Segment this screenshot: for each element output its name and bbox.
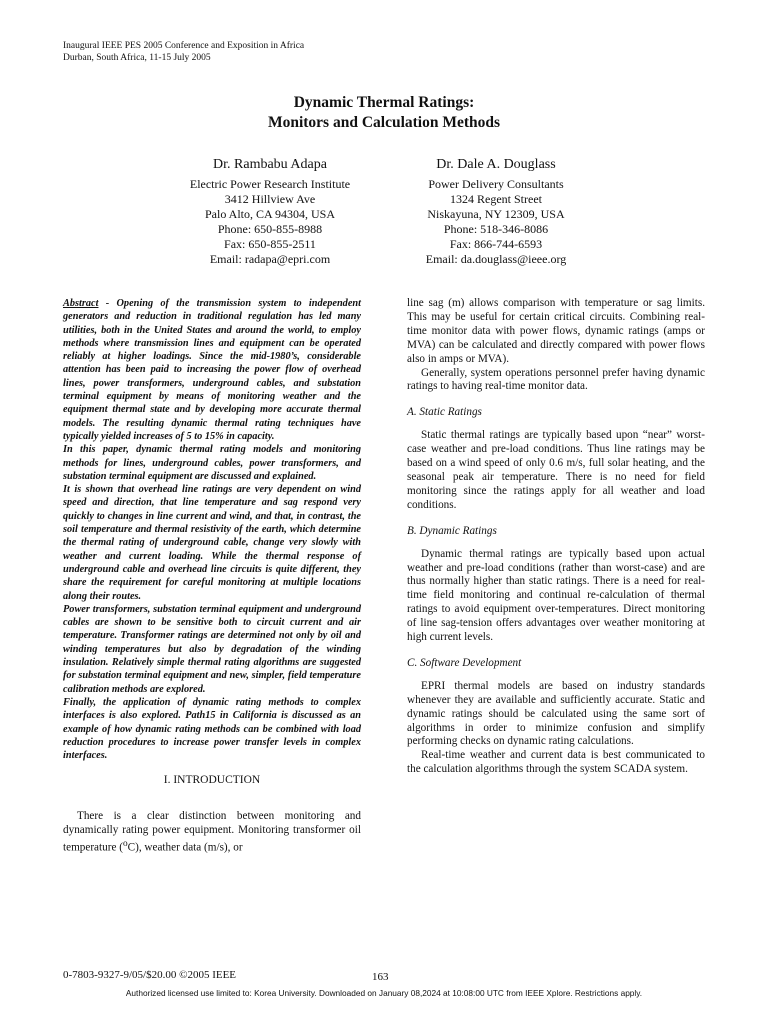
- abstract-paragraph: Power transformers, substation terminal equipment and underground cables are shown to be sensitive both to circuit current and air temperature. Transformer ratings are determined not only by oil and winding temperatures but also by degradation of the winding insulation. Relatively simple thermal rating algorithms are suggested for substation terminal equipment and new, simpler, field temperature calibration methods are explored.: [63, 603, 361, 695]
- author-city: Niskayuna, NY 12309, USA: [427, 207, 565, 221]
- author-email: Email: radapa@epri.com: [209, 252, 331, 266]
- copyright-line: 0-7803-9327-9/05/$20.00 ©2005 IEEE: [63, 969, 237, 981]
- author-city: Palo Alto, CA 94304, USA: [204, 207, 336, 221]
- subsection-heading-static-ratings: A. Static Ratings: [407, 406, 482, 419]
- conference-header: [63, 41, 304, 64]
- conference-name: Inaugural IEEE PES 2005 Conference and Exposition in Africa: [63, 41, 305, 51]
- author-organization: Power Delivery Consultants: [428, 177, 564, 191]
- author-name: Dr. Rambabu Adapa: [213, 157, 327, 172]
- body-paragraph: Dynamic thermal ratings are typically based upon actual weather and pre-load conditions (rather than worst-case) and are thus normally higher than static ratings. There is a need for real-time field monitoring and continual re-calculation of thermal ratings to avoid equipment over-temperatures. Direct monitoring of line sag-tension offers advantages over weather monitoring at high current levels.: [407, 547, 705, 644]
- body-paragraph: Static thermal ratings are typically based upon “near” worst-case weather and pre-load conditions. Thus line ratings may be based on a wind speed of only 0.6 m/s, full solar heating, and the seasonal peak air temperature. There is no need for field monitoring since the ratings apply for all weather and load conditions.: [407, 429, 705, 511]
- body-paragraph: EPRI thermal models are based on industry standards whenever they are available and sufficiently accurate. Static and dynamic ratings should be calculated using the same sort of algorithms in order to minimize confusion and simplify performing checks on dynamic rating calculations.: [407, 679, 705, 748]
- author-phone: Phone: 518-346-8086: [443, 222, 549, 236]
- subsection-heading-software-development: C. Software Development: [407, 656, 522, 669]
- license-notice: Authorized licensed use limited to: Korea University. Downloaded on January 08,2024 at 10:08:00 UTC from IEEE Xplore. Restrictions apply.: [125, 988, 643, 998]
- author-block-douglass: [366, 155, 626, 267]
- author-block-adapa: [140, 155, 400, 267]
- intro-paragraph: There is a clear distinction between monitoring and dynamically rating power equipment. Monitoring transformer oil temperature ($^o$C), weather data (m/s), or: [63, 810, 361, 854]
- author-phone: Phone: 650-855-8988: [217, 222, 323, 236]
- body-paragraph: Real-time weather and current data is best communicated to the calculation algorithms through the system SCADA system.: [407, 749, 705, 776]
- abstract-paragraph: Finally, the application of dynamic rating methods to complex interfaces is also explored. Path15 in California is discussed as an example of how dynamic rating methods can be combined with load reduction procedures to increase power transfer levels in complex interfaces.: [63, 696, 361, 762]
- title-line-2: Monitors and Calculation Methods: [267, 114, 501, 131]
- body-paragraph: Generally, system operations personnel prefer having dynamic ratings to having real-time monitor data.: [407, 366, 705, 393]
- page-number: 163: [372, 971, 389, 983]
- paper-title: [0, 93, 768, 133]
- right-column: [407, 297, 705, 777]
- abstract-label: Abstract: [63, 298, 99, 309]
- abstract-paragraph: In this paper, dynamic thermal rating models and monitoring methods for lines, underground cables, power transformers, and substation terminal equipment are discussed and explained.: [63, 444, 361, 482]
- author-name: Dr. Dale A. Douglass: [436, 157, 556, 172]
- author-street: 3412 Hillview Ave: [224, 192, 316, 206]
- conference-location: Durban, South Africa, 11-15 July 2005: [63, 52, 211, 63]
- section-heading-introduction: I. INTRODUCTION: [163, 774, 261, 787]
- left-column: [63, 297, 361, 856]
- author-organization: Electric Power Research Institute: [189, 177, 351, 191]
- author-email: Email: da.douglass@ieee.org: [425, 252, 567, 266]
- body-paragraph: line sag (m) allows comparison with temperature or sag limits. This may be useful for certain critical circuits. Combining real-time monitor data with power flows, dynamic ratings (amps or MVA) can be calculated and directly compared with power flows also in amps or MVA).: [407, 297, 705, 365]
- abstract-text: - Opening of the transmission system to independent generators and reduction in traditional regulation has led many utilities, both in the United States and around the world, to employ methods where transmission lines and equipment can be operated reliably at higher loadings. Since the mid-1980’s, considerable attention has been paid to increasing the power flow of overhead lines, power transformers, underground cables, and substation terminal equipment by means of monitoring weather and the equipment thermal state and by developing more accurate thermal models. The resulting dynamic thermal rating techniques have typically yielded increases of 5 to 15% in capacity.: [63, 298, 361, 442]
- author-fax: Fax: 650-855-2511: [224, 237, 316, 251]
- degree-superscript: o: [122, 839, 128, 850]
- abstract-paragraph: It is shown that overhead line ratings are very dependent on wind speed and direction, that line temperature and sag respond very quickly to changes in line current and wind, and that, in contrast, the soil temperature and thermal resistivity of the earth, which determine the thermal rating of underground cable, change very slowly with weather and current loading. While the thermal response of underground cable and overhead line circuits is quite different, they share the requirement for careful monitoring at multiple locations along their routes.: [63, 484, 361, 602]
- title-line-1: Dynamic Thermal Ratings:: [293, 94, 475, 111]
- author-fax: Fax: 866-744-6593: [449, 237, 543, 251]
- abstract-paragraph: [63, 297, 361, 443]
- subsection-heading-dynamic-ratings: B. Dynamic Ratings: [407, 524, 497, 537]
- author-street: 1324 Regent Street: [450, 192, 542, 206]
